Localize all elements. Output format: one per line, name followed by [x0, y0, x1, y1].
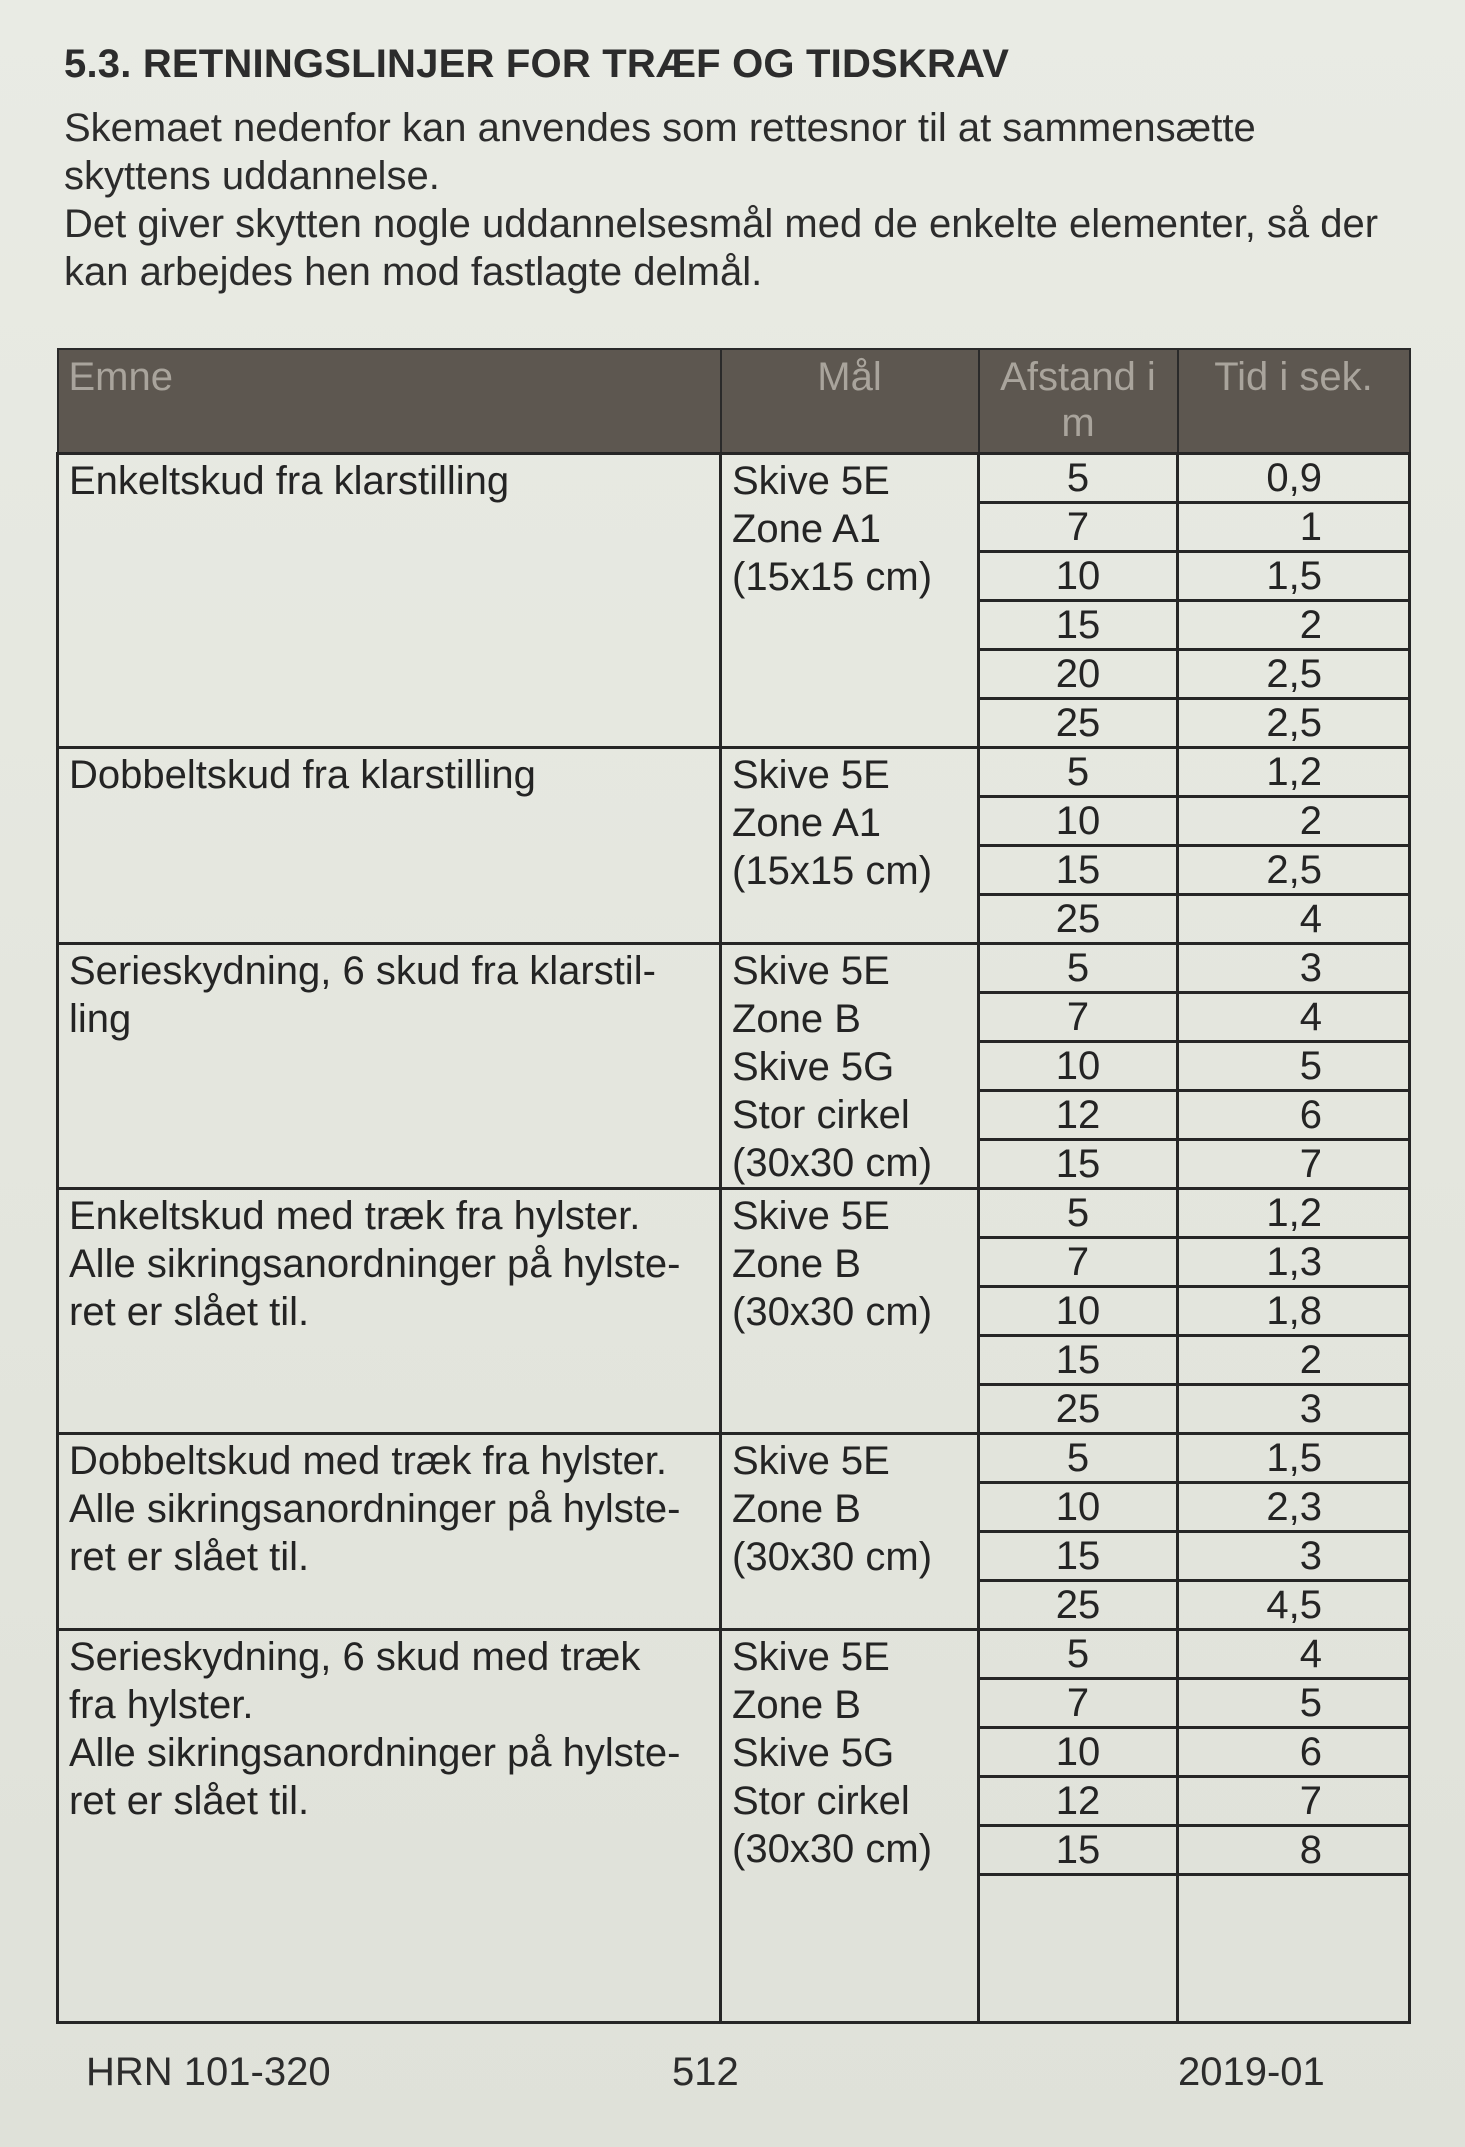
- table-row: [58, 944, 1410, 993]
- distance-cell: 5: [979, 1434, 1178, 1483]
- header-maal: Mål: [721, 349, 979, 454]
- distance-cell: 15: [979, 1826, 1178, 1875]
- time-cell: 4: [1178, 895, 1410, 944]
- distance-cell: 25: [979, 1581, 1178, 1630]
- time-cell: 5: [1178, 1679, 1410, 1728]
- subject-cell: Serieskydning, 6 skud med træk fra hylster. Alle sikringsanordninger på hylste- ret er slået til.: [58, 1630, 721, 2023]
- time-cell: 1,2: [1178, 1189, 1410, 1238]
- table-row: [58, 1189, 1410, 1238]
- time-cell: 2,5: [1178, 650, 1410, 699]
- distance-cell: 12: [979, 1091, 1178, 1140]
- time-cell: 4: [1178, 1630, 1410, 1679]
- header-tid: Tid i sek.: [1178, 349, 1410, 454]
- header-afstand: Afstand i m: [979, 349, 1178, 454]
- subject-cell: Enkeltskud med træk fra hylster. Alle sikringsanordninger på hylste- ret er slået til.: [58, 1189, 721, 1434]
- time-cell: 2,5: [1178, 846, 1410, 895]
- time-cell: 1: [1178, 503, 1410, 552]
- time-cell: 6: [1178, 1728, 1410, 1777]
- time-cell: 7: [1178, 1777, 1410, 1826]
- time-cell: 2: [1178, 1336, 1410, 1385]
- distance-cell: 5: [979, 1189, 1178, 1238]
- distance-cell: 10: [979, 1728, 1178, 1777]
- table-body: [58, 454, 1410, 2023]
- distance-cell: 7: [979, 1238, 1178, 1287]
- distance-cell: 15: [979, 1336, 1178, 1385]
- footer-doc-id: HRN 101-320: [86, 2050, 331, 2094]
- target-cell: Skive 5E Zone B Skive 5G Stor cirkel (30x30 cm): [721, 944, 979, 1189]
- distance-cell: 15: [979, 601, 1178, 650]
- subject-cell: Dobbeltskud med træk fra hylster. Alle sikringsanordninger på hylste- ret er slået til.: [58, 1434, 721, 1630]
- time-cell: 2,3: [1178, 1483, 1410, 1532]
- distance-cell: 10: [979, 1483, 1178, 1532]
- distance-cell: 5: [979, 944, 1178, 993]
- intro-paragraph: Det giver skytten nogle uddannelsesmål med de enkelte elementer, så der kan arbejdes hen mod fastlagte delmål.: [64, 202, 1379, 294]
- time-cell: 4: [1178, 993, 1410, 1042]
- time-cell: 1,2: [1178, 748, 1410, 797]
- distance-cell: 10: [979, 1042, 1178, 1091]
- time-cell: 8: [1178, 1826, 1410, 1875]
- guidelines-table: [56, 348, 1411, 2024]
- time-cell: 3: [1178, 1385, 1410, 1434]
- time-cell: 0,9: [1178, 454, 1410, 503]
- distance-cell: 15: [979, 1532, 1178, 1581]
- distance-cell: 20: [979, 650, 1178, 699]
- time-cell: 2: [1178, 797, 1410, 846]
- distance-cell: 25: [979, 895, 1178, 944]
- target-cell: Skive 5E Zone B (30x30 cm): [721, 1189, 979, 1434]
- time-cell: 1,8: [1178, 1287, 1410, 1336]
- time-cell: 1,5: [1178, 552, 1410, 601]
- empty-cell: [979, 1875, 1178, 2023]
- time-cell: 2,5: [1178, 699, 1410, 748]
- intro-text: [64, 104, 1404, 296]
- time-cell: 1,3: [1178, 1238, 1410, 1287]
- table-row: [58, 1434, 1410, 1483]
- distance-cell: 25: [979, 699, 1178, 748]
- distance-cell: 15: [979, 846, 1178, 895]
- time-cell: 7: [1178, 1140, 1410, 1189]
- distance-cell: 10: [979, 552, 1178, 601]
- intro-paragraph: Skemaet nedenfor kan anvendes som rettesnor til at sammensætte skyttens uddannelse.: [64, 106, 1256, 198]
- distance-cell: 12: [979, 1777, 1178, 1826]
- table-header-row: [58, 349, 1410, 454]
- footer-date: 2019-01: [1178, 2050, 1325, 2094]
- table-row: [58, 1630, 1410, 1679]
- target-cell: Skive 5E Zone B (30x30 cm): [721, 1434, 979, 1630]
- time-cell: 3: [1178, 944, 1410, 993]
- table-row: [58, 454, 1410, 503]
- header-emne: Emne: [58, 349, 721, 454]
- section-title: 5.3. RETNINGSLINJER FOR TRÆF OG TIDSKRAV: [64, 42, 1010, 86]
- subject-cell: Enkeltskud fra klarstilling: [58, 454, 721, 748]
- distance-cell: 5: [979, 748, 1178, 797]
- distance-cell: 15: [979, 1140, 1178, 1189]
- footer-page-number: 512: [672, 2050, 739, 2094]
- target-cell: Skive 5E Zone B Skive 5G Stor cirkel (30x30 cm): [721, 1630, 979, 2023]
- distance-cell: 10: [979, 797, 1178, 846]
- table-row: [58, 748, 1410, 797]
- target-cell: Skive 5E Zone A1 (15x15 cm): [721, 454, 979, 748]
- target-cell: Skive 5E Zone A1 (15x15 cm): [721, 748, 979, 944]
- time-cell: 3: [1178, 1532, 1410, 1581]
- time-cell: 4,5: [1178, 1581, 1410, 1630]
- distance-cell: 7: [979, 1679, 1178, 1728]
- distance-cell: 5: [979, 454, 1178, 503]
- time-cell: 6: [1178, 1091, 1410, 1140]
- distance-cell: 7: [979, 993, 1178, 1042]
- time-cell: 1,5: [1178, 1434, 1410, 1483]
- empty-cell: [1178, 1875, 1410, 2023]
- distance-cell: 10: [979, 1287, 1178, 1336]
- distance-cell: 7: [979, 503, 1178, 552]
- time-cell: 5: [1178, 1042, 1410, 1091]
- distance-cell: 25: [979, 1385, 1178, 1434]
- distance-cell: 5: [979, 1630, 1178, 1679]
- subject-cell: Dobbeltskud fra klarstilling: [58, 748, 721, 944]
- time-cell: 2: [1178, 601, 1410, 650]
- subject-cell: Serieskydning, 6 skud fra klarstil- ling: [58, 944, 721, 1189]
